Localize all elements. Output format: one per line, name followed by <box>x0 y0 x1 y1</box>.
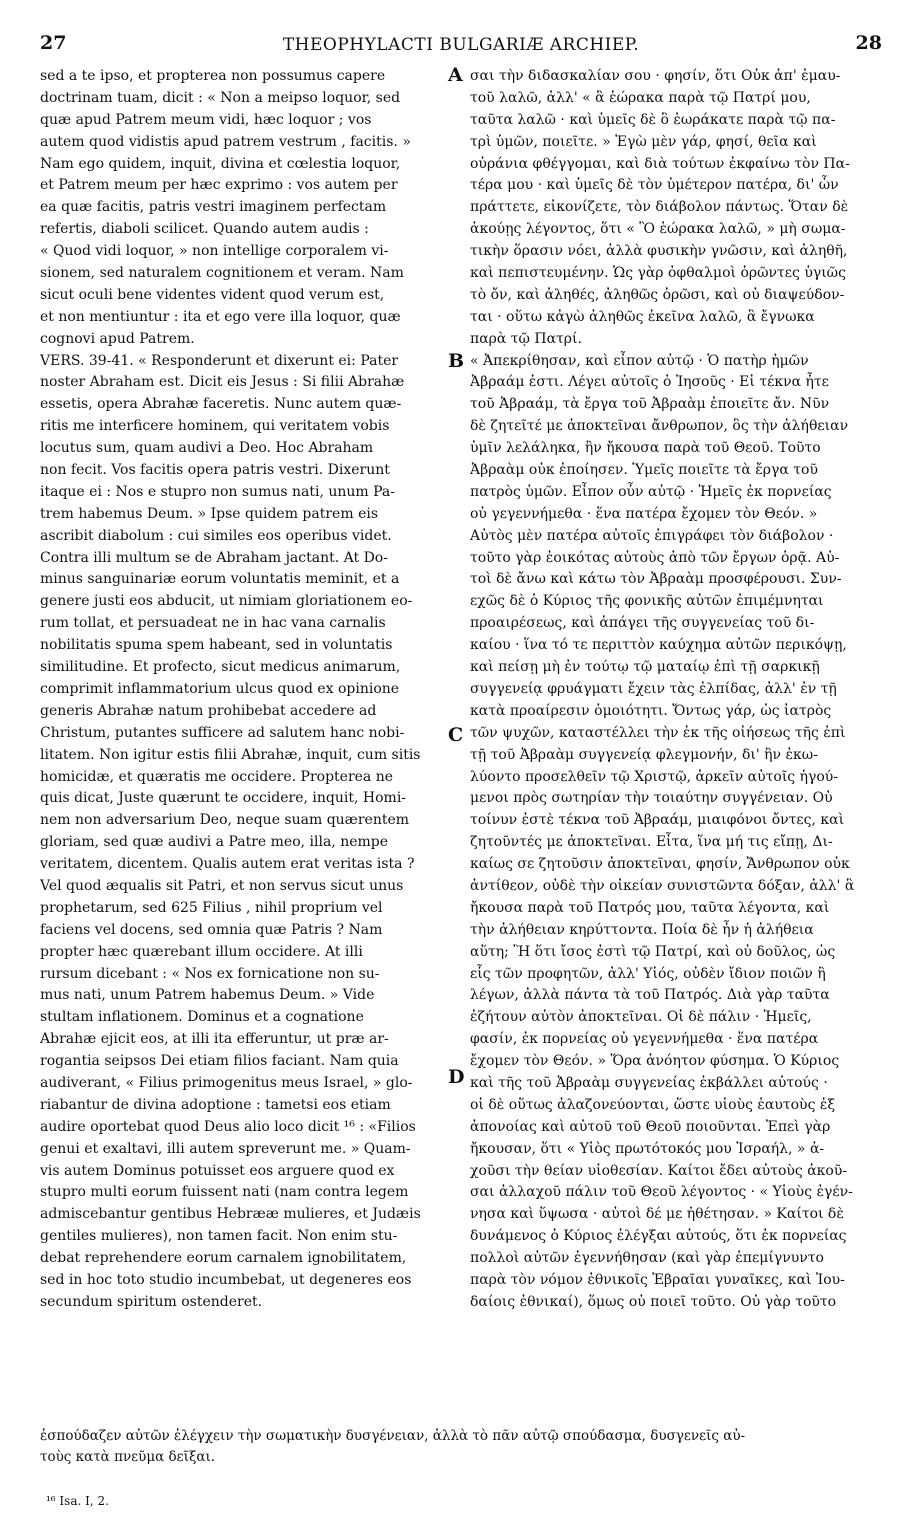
greek-text-line: παρὰ τῷ Πατρί. <box>470 330 582 347</box>
greek-text-line: παρὰ τὸν νόμον ἐθνικοῖς Ἑβραῖαι γυναῖκες, καὶ Ἰου- <box>470 1271 845 1288</box>
footnote: ¹⁶ Isa. I, 2. <box>46 1494 109 1508</box>
latin-text-line: homicidæ, et quæratis me occidere. Propterea ne <box>40 768 394 785</box>
latin-text-line: generis Abrahæ natum prohibebat accedere ad <box>40 702 377 719</box>
greek-text-line: χοῦσι τὴν θείαν υἱοθεσίαν. Καίτοι ἔδει αὐτοὺς ἀκοῦ- <box>470 1162 848 1179</box>
page-number-right: 28 <box>855 32 882 54</box>
latin-text-line: stultam inflationem. Dominus et a cognatione <box>40 1009 364 1026</box>
latin-text-line: sicut oculi bene videntes vident quod verum est, <box>40 286 385 303</box>
page-header <box>40 32 882 60</box>
greek-column <box>470 66 882 1314</box>
greek-text-line: τέρα μου · καὶ ὑμεῖς δὲ τὸν ὑμέτερον πατέρα, δι' ὧν <box>470 177 839 194</box>
greek-text-line: κατὰ προαίρεσιν ὁμοιότητι. Ὄντως γάρ, ὡς ἰατρὸς <box>470 702 832 719</box>
greek-text-line: ἔχομεν τὸν Θεόν. » Ὅρα ἀνόητον φύσημα. Ὁ Κύριος <box>470 1053 840 1070</box>
greek-text-line: ἐζήτουν αὐτὸν ἀποκτεῖναι. Οἱ δὲ πάλιν · Ἡμεῖς, <box>470 1009 812 1026</box>
latin-text-line: rum tollat, et persuadeat ne in hac vana carnalis <box>40 615 386 632</box>
latin-text-line: debat reprehendere eorum carnalem ignobilitatem, <box>40 1250 407 1267</box>
footer-text-line: ἐσπούδαζεν αὐτῶν ἐλέγχειν τὴν σωματικὴν δυσγένειαν, ἀλλὰ τὸ πᾶν αὐτῷ σπούδασμα, δυσγενεῖς αὐ- <box>40 1428 746 1444</box>
latin-text-line: mus nati, unum Patrem habemus Deum. » Vide <box>40 987 375 1004</box>
latin-text-line: faciens vel docens, sed omnia quæ Patris ? Nam <box>40 921 383 938</box>
latin-text-line: trem habemus Deum. » Ipse quidem patrem eis <box>40 505 379 522</box>
latin-text-line: sionem, sed naturalem cognitionem et veram. Nam <box>40 265 404 282</box>
running-title: THEOPHYLACTI BULGARIÆ ARCHIEP. <box>282 35 640 55</box>
greek-text-line: ἤκουσαν, ὅτι « Υἱὸς πρωτότοκός μου Ἰσραήλ, » ἀ- <box>470 1140 825 1157</box>
greek-text-line: « Ἀπεκρίθησαν, καὶ εἶπον αὐτῷ · Ὁ πατὴρ ἡμῶν <box>470 352 809 369</box>
footer-text-line: τοὺς κατὰ πνεῦμα δεῖξαι. <box>40 1449 216 1465</box>
margin-marker-c: C <box>448 724 464 746</box>
greek-text-line: τοὶ δὲ ἄνω καὶ κάτω τὸν Ἀβραὰμ προσφέρουσι. Συν- <box>470 571 842 588</box>
greek-text-line: ἀκούῃς λέγοντος, ὅτι « Ὃ ἑώρακα λαλῶ, » μὴ σωμα- <box>470 221 846 238</box>
greek-text-line: καίως σε ζητοῦσιν ἀποκτεῖναι, φησίν, Ἄνθρωπον οὐκ <box>470 856 850 873</box>
greek-text-line: σαι ἀλλαχοῦ πάλιν τοῦ Θεοῦ λέγοντος · « Υἱοὺς ἐγέν- <box>470 1184 853 1201</box>
latin-text-line: ritis me interficere hominem, qui veritatem vobis <box>40 418 390 435</box>
latin-text-line: quis dicat, Juste quærunt te occidere, inquit, Homi- <box>40 790 407 807</box>
latin-text-line: nobilitatis spuma spem habeant, sed in voluntatis <box>40 637 393 654</box>
margin-marker-d: D <box>448 1066 465 1088</box>
latin-text-line: veritatem, dicentem. Qualis autem erat veritas ista ? <box>40 856 415 873</box>
latin-text-line: non fecit. Vos facitis opera patris vestri. Dixerunt <box>40 462 390 479</box>
latin-text-line: riabantur de divina adoptione : tametsi eos etiam <box>40 1096 391 1113</box>
greek-text-line: φασίν, ἐκ πορνείας οὐ γεγεννήμεθα · ἕνα πατέρα <box>470 1031 819 1048</box>
latin-text-line: Vel quod æqualis sit Patri, et non servus sicut unus <box>40 877 404 894</box>
latin-text-line: sed a te ipso, et propterea non possumus capere <box>40 68 386 84</box>
latin-text-line: genere justi eos abducit, ut nimiam gloriationem eo- <box>40 593 413 610</box>
latin-text-line: doctrinam tuam, dicit : « Non a meipso loquor, sed <box>40 89 401 106</box>
greek-text-line: οὐράνια φθέγγομαι, καὶ διὰ τούτων ἐκφαίνω τὸν Πα- <box>470 155 850 172</box>
greek-text-line: τοῦ λαλῶ, ἀλλ' « ἃ ἑώρακα παρὰ τῷ Πατρί μου, <box>470 89 811 106</box>
latin-text-line: genui et exaltavi, illi autem spreverunt me. » Quam- <box>40 1140 411 1157</box>
greek-text-line: ται · οὕτω κἀγὼ ἀληθῶς ἐκεῖνα λαλῶ, ἃ ἔγνωκα <box>470 308 815 325</box>
greek-text-line: οἱ δὲ οὕτως ἀλαζονεύονται, ὥστε υἱοὺς ἑαυτοὺς ἐξ <box>470 1096 836 1113</box>
latin-text-line: Nam ego quidem, inquit, divina et cœlestia loquor, <box>40 155 401 172</box>
greek-text-line: δυνάμενος ὁ Κύριος ἐλέγξαι αὐτούς, ὅτι ἐκ πορνείας <box>470 1228 847 1245</box>
latin-text-line: noster Abraham est. Dicit eis Jesus : Si filii Abrahæ <box>40 374 405 391</box>
latin-text-line: prophetarum, sed 625 Filius , nihil proprium vel <box>40 899 383 916</box>
greek-text-line: πολλοὶ αὐτῶν ἐγεννήθησαν (καὶ γὰρ ἐπεμίγνυντο <box>470 1250 824 1267</box>
greek-text-line: Ἀβραὰμ οὐκ ἐποίησεν. Ὑμεῖς ποιεῖτε τὰ ἔργα τοῦ <box>470 462 818 479</box>
greek-text-line: λέγων, ἀλλὰ πάντα τὰ τοῦ Πατρός. Διὰ γὰρ ταῦτα <box>470 987 830 1004</box>
greek-text-line: ἤκουσα παρὰ τοῦ Πατρός μου, ταῦτα λέγοντα, καὶ <box>470 899 830 916</box>
greek-text-line: ζητοῦντές με ἀποκτεῖναι. Εἶτα, ἵνα μή τις εἴπῃ, Δι- <box>470 834 833 851</box>
greek-text-line: πράττετε, εἰκονίζετε, τὸν διάβολον πάντως. Ὅταν δὲ <box>470 199 849 216</box>
greek-text-line: συγγενείᾳ φρυάγματι ἔχειν τὰς ἐλπίδας, ἀλλ' ἐν τῇ <box>470 680 837 697</box>
latin-text-line: litatem. Non igitur estis filii Abrahæ, inquit, cum sitis <box>40 746 421 763</box>
latin-text-line: et non mentiuntur : ita et ego vere illa loquor, quæ <box>40 308 401 325</box>
greek-text-line: καὶ τῆς τοῦ Ἀβραὰμ συγγενείας ἐκβάλλει αὐτούς · <box>470 1074 828 1091</box>
greek-text-line: δὲ ζητεῖτέ με ἀποκτεῖναι ἄνθρωπον, ὃς τὴν ἀλήθειαν <box>470 418 849 435</box>
greek-text-line: μενοι πρὸς σωτηρίαν τὴν τοιαύτην συγγένειαν. Οὐ <box>470 790 833 807</box>
greek-text-line: καὶ πείσῃ μὴ ἐν τούτῳ τῷ ματαίῳ ἐπὶ τῇ σαρκικῇ <box>470 659 820 676</box>
footer-text <box>40 1426 885 1468</box>
latin-text-line: rogantia seipsos Dei etiam filios faciant. Nam quia <box>40 1053 399 1070</box>
greek-text-line: τοίνυν ἐστὲ τέκνα τοῦ Ἀβραάμ, μιαιφόνοι ὄντες, καὶ <box>470 812 845 829</box>
latin-text-line: itaque ei : Nos e stupro non sumus nati, unum Pa- <box>40 483 396 500</box>
greek-text-line: Ἀβραάμ ἐστι. Λέγει αὐτοῖς ὁ Ἰησοῦς · Εἰ τέκνα ἦτε <box>470 374 829 391</box>
latin-text-line: Contra illi multum se de Abraham jactant. At Do- <box>40 549 388 566</box>
latin-text-line: vis autem Dominus potuisset eos arguere quod ex <box>40 1162 395 1179</box>
greek-text-line: δαίοις ἐθνικαί), ὅμως οὐ ποιεῖ τοῦτο. Οὐ γὰρ τοῦτο <box>470 1293 837 1310</box>
latin-text-line: audire oportebat quod Deus alio loco dicit ¹⁶ : «Filios <box>40 1118 416 1135</box>
greek-text-line: ταῦτα λαλῶ · καὶ ὑμεῖς δὲ ὃ ἑωράκατε παρὰ τῷ πα- <box>470 111 836 128</box>
greek-text-line: τικὴν ὅρασιν νόει, ἀλλὰ φυσικὴν γνῶσιν, καὶ ἀληθῆ, <box>470 243 848 260</box>
greek-text-line: τῶν ψυχῶν, καταστέλλει τὴν ἐκ τῆς οἰήσεως τῆς ἐπὶ <box>470 724 846 741</box>
latin-text-line: similitudine. Et profecto, sicut medicus animarum, <box>40 659 401 676</box>
greek-text-line: τὸ ὄν, καὶ ἀληθές, ἀληθῶς ὁρῶσι, καὶ οὐ διαψεύδον- <box>470 286 845 303</box>
latin-text-line: « Quod vidi loquor, » non intellige corporalem vi- <box>40 243 389 260</box>
greek-text-line: τοῦτο γὰρ ἐοικότας αὐτοὺς ἀπὸ τῶν ἔργων ὁρᾷ. Αὐ- <box>470 549 840 566</box>
latin-text-line: stupro multi eorum fuissent nati (nam contra legem <box>40 1184 409 1201</box>
greek-text-line: νησα καὶ ὕψωσα · αὐτοὶ δέ με ἠθέτησαν. » Καίτοι δὲ <box>470 1206 844 1223</box>
greek-text-line: σαι τὴν διδασκαλίαν σου · φησίν, ὅτι Οὐκ ἀπ' ἐμαυ- <box>470 68 841 84</box>
latin-text-line: minus sanguinariæ eorum voluntatis meminit, et a <box>40 571 400 588</box>
greek-text-line: λύοντο προσελθεῖν τῷ Χριστῷ, ἀρκεῖν αὐτοῖς ἡγού- <box>470 768 839 785</box>
greek-text-line: καὶ πεπιστευμένην. Ὡς γὰρ ὀφθαλμοὶ ὁρῶντες ὑγιῶς <box>470 265 846 282</box>
margin-marker-b: B <box>448 350 465 372</box>
latin-text-line: secundum spiritum ostenderet. <box>40 1293 263 1310</box>
latin-text-line: Abrahæ ejicit eos, at illi ita efferuntur, ut præ ar- <box>40 1031 389 1048</box>
latin-text-line: sed in hoc toto studio incumbebat, ut degeneres eos <box>40 1271 412 1288</box>
latin-column <box>40 66 460 1314</box>
greek-text-line: πατρὸς ὑμῶν. Εἶπον οὖν αὐτῷ · Ἡμεῖς ἐκ πορνείας <box>470 483 832 500</box>
greek-text-line: αὕτη; Ἢ ὅτι ἴσος ἐστὶ τῷ Πατρί, καὶ οὐ δοῦλος, ὡς <box>470 943 836 960</box>
latin-text-line: autem quod vidistis apud patrem vestrum , facitis. » <box>40 133 411 150</box>
latin-text-line: refertis, diaboli scilicet. Quando autem audis : <box>40 221 369 238</box>
latin-text-line: cognovi apud Patrem. <box>40 330 195 347</box>
greek-text-line: τρὶ ὑμῶν, ποιεῖτε. » Ἐγὼ μὲν γάρ, φησί, θεῖα καὶ <box>470 133 817 150</box>
latin-text-line: VERS. 39-41. « Responderunt et dixerunt ei: Pater <box>40 352 399 369</box>
latin-text-line: et Patrem meum per hæc exprimo : vos autem per <box>40 177 398 194</box>
latin-text-line: essetis, opera Abrahæ faceretis. Nunc autem quæ- <box>40 396 402 413</box>
greek-text-line: τὴν ἀλήθειαν κηρύττοντα. Ποία δὲ ἦν ἡ ἀλήθεια <box>470 921 814 938</box>
greek-text-line: εἷς τῶν προφητῶν, ἀλλ' Υἱός, οὐδὲν ἴδιον ποιῶν ἢ <box>470 965 826 982</box>
greek-text-line: καίου · ἵνα τό τε περιττὸν καύχημα αὐτῶν περικόψῃ, <box>470 637 847 654</box>
latin-text-line: Christum, putantes sufficere ad salutem hanc nobi- <box>40 724 405 741</box>
greek-text-line: εχῶς δὲ ὁ Κύριος τῆς φονικῆς αὐτῶν ἐπιμέμνηται <box>470 593 824 610</box>
latin-text-line: locutus sum, quam audivi a Deo. Hoc Abraham <box>40 440 374 457</box>
greek-text-line: προαιρέσεως, καὶ ἀπάγει τῆς συγγενείας τοῦ δι- <box>470 615 815 632</box>
latin-text-line: gloriam, sed quæ audivi a Patre meo, illa, nempe <box>40 834 389 851</box>
greek-text-line: ἀπονοίας καὶ αὐτοῦ τοῦ Θεοῦ ποιοῦνται. Ἐπεὶ γὰρ <box>470 1118 831 1135</box>
latin-text-line: nem non adversarium Deo, neque suam quærentem <box>40 812 410 829</box>
page-number-left: 27 <box>40 32 67 54</box>
latin-text-line: gentiles mulieres), non tamen facit. Non enim stu- <box>40 1228 398 1245</box>
latin-text-line: admiscebantur gentibus Hebrææ mulieres, et Judæis <box>40 1206 421 1223</box>
latin-text-line: propter hæc quærebant illum occidere. At illi <box>40 943 363 960</box>
greek-text-line: ὑμῖν λελάληκα, ἣν ἤκουσα παρὰ τοῦ Θεοῦ. Τοῦτο <box>470 440 821 457</box>
latin-text-line: audiverant, « Filius primogenitus meus Israel, » glo- <box>40 1074 413 1091</box>
latin-text-line: rursum dicebant : « Nos ex fornicatione non su- <box>40 965 380 982</box>
greek-text-line: οὐ γεγεννήμεθα · ἕνα πατέρα ἔχομεν τὸν Θεόν. » <box>470 505 818 522</box>
greek-text-line: τοῦ Ἀβραάμ, τὰ ἔργα τοῦ Ἀβραὰμ ἐποιεῖτε ἄν. Νῦν <box>470 396 830 413</box>
latin-text-line: ea quæ facitis, patris vestri imaginem perfectam <box>40 199 387 216</box>
greek-text-line: Αὐτὸς μὲν πατέρα αὐτοῖς ἐπιγράφει τὸν διάβολον · <box>470 527 834 544</box>
margin-marker-a: A <box>448 64 463 86</box>
latin-text-line: comprimit inflammatorium ulcus quod ex opinione <box>40 680 400 697</box>
latin-text-line: ascribit diabolum : cui similes eos operibus videt. <box>40 527 392 544</box>
latin-text-line: quæ apud Patrem meum vidi, hæc loquor ; vos <box>40 111 372 128</box>
greek-text-line: ἀντίθεον, οὐδὲ τὴν οἰκείαν συνιστῶντα δόξαν, ἀλλ' ἃ <box>470 877 855 894</box>
greek-text-line: τῇ τοῦ Ἀβραὰμ συγγενείᾳ φλεγμονήν, δι' ἣν ἐκω- <box>470 746 818 763</box>
